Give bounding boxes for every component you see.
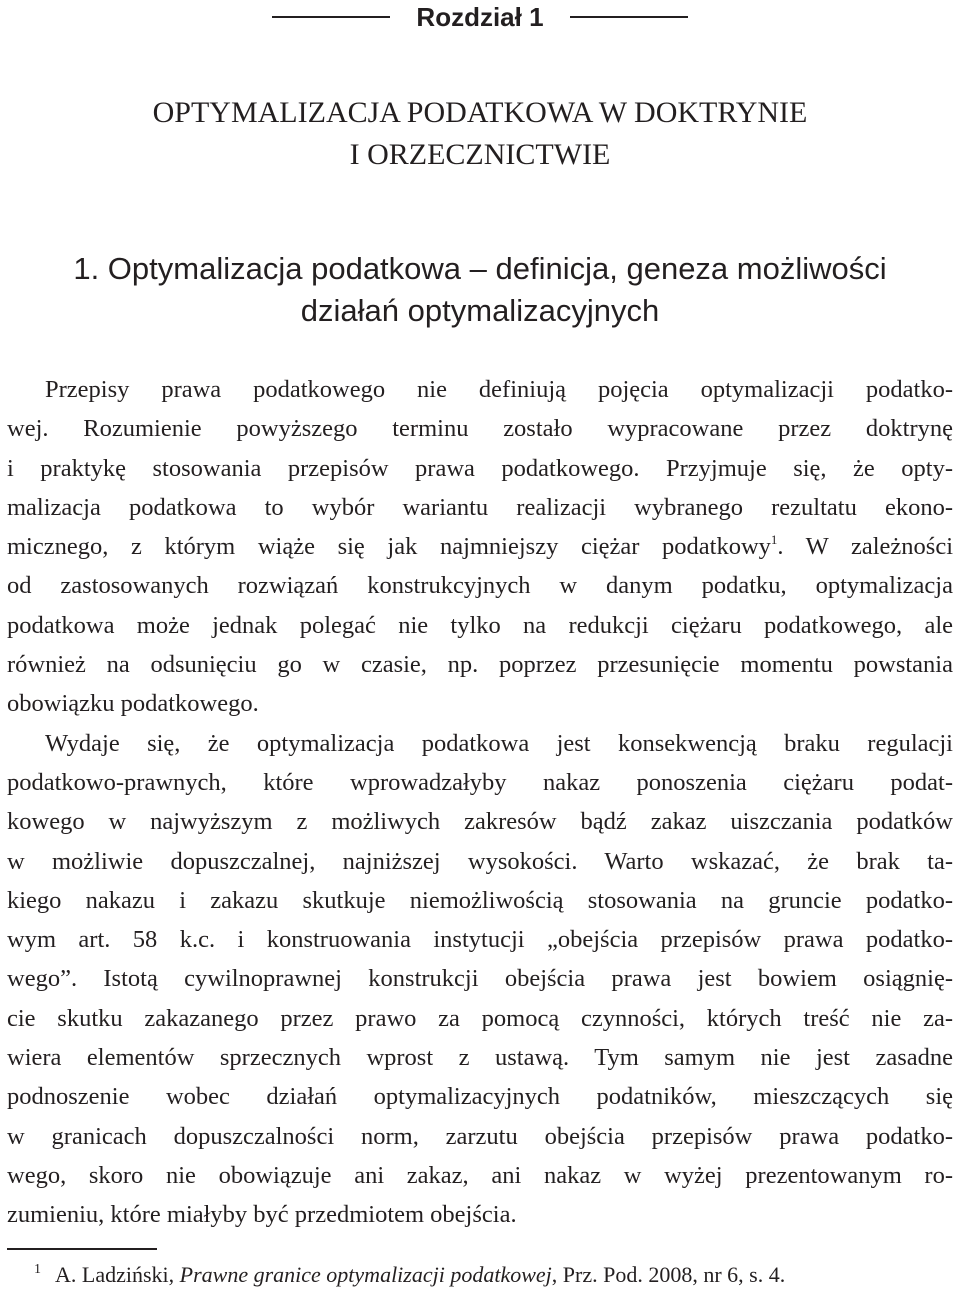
text-line: cie skutku zakazanego przez prawo za pomocą czynności, których treść nie za-	[7, 1004, 953, 1032]
footnote-author: A. Ladziński,	[55, 1262, 180, 1287]
text-line: wym art. 58 k.c. i konstruowania instytucji „obejścia przepisów prawa podatko-	[7, 926, 953, 954]
footnote-source: , Prz. Pod. 2008, nr 6, s. 4.	[551, 1262, 786, 1287]
text-line: kowego w najwyższym z możliwych zakresów bądź zakaz uiszczania podatków	[7, 808, 953, 836]
paragraph-2	[7, 724, 953, 1235]
section-title	[10, 248, 950, 332]
chapter-title-line: I ORZECZNICTWIE	[349, 138, 611, 171]
chapter-rule-left	[272, 16, 390, 18]
chapter-title-line: OPTYMALIZACJA PODATKOWA W DOKTRYNIE	[152, 96, 808, 129]
text-line: wego, skoro nie obowiązuje ani zakaz, ani nakaz w wyżej prezentowanym ro-	[7, 1161, 953, 1189]
text-line: i praktykę stosowania przepisów prawa podatkowego. Przyjmuje się, że opty-	[7, 454, 953, 482]
text-line: malizacja podatkowa to wybór wariantu realizacji wybranego rezultatu ekono-	[7, 493, 953, 521]
chapter-heading	[0, 0, 960, 37]
paragraph-1	[7, 370, 953, 724]
text-line	[7, 527, 953, 566]
chapter-rule-right	[570, 16, 688, 18]
text-line: Przepisy prawa podatkowego nie definiują pojęcia optymalizacji podatko-	[45, 376, 953, 403]
text-line: wego”. Istotą cywilnoprawnej konstrukcji obejścia prawa jest bowiem osiągnię-	[7, 965, 953, 993]
chapter-label: Rozdział 1	[416, 1, 544, 32]
text-line: podatkowa może jednak polegać nie tylko na redukcji ciężaru podatkowego, ale	[7, 611, 953, 639]
footnote-work-title: Prawne granice optymalizacji podatkowej	[179, 1262, 552, 1287]
footnote-number: 1	[34, 1262, 41, 1277]
footnote	[34, 1262, 785, 1288]
text-segment: . W zależności	[777, 533, 953, 561]
text-line: podatkowo-prawnych, które wprowadzałyby nakaz ponoszenia ciężaru podat-	[7, 768, 953, 796]
text-line: od zastosowanych rozwiązań konstrukcyjnych w danym podatku, optymalizacja	[7, 572, 953, 600]
text-line: w granicach dopuszczalności norm, zarzutu obejścia przepisów prawa podatko-	[7, 1122, 953, 1150]
section-title-line: 1. Optymalizacja podatkowa – definicja, geneza możliwości	[73, 251, 887, 286]
text-line: również na odsunięciu go w czasie, np. poprzez przesunięcie momentu powstania	[7, 651, 953, 679]
text-segment: micznego, z którym wiąże się jak najmniejszy ciężar podatkowy	[7, 533, 771, 561]
text-line: zumieniu, które miałyby być przedmiotem obejścia.	[7, 1201, 517, 1229]
text-line: wej. Rozumienie powyższego terminu zostało wypracowane przez doktrynę	[7, 415, 953, 443]
section-title-line: działań optymalizacyjnych	[300, 293, 660, 328]
text-line: podnoszenie wobec działań optymalizacyjnych podatników, mieszczących się	[7, 1083, 953, 1111]
text-line: w możliwie dopuszczalnej, najniższej wysokości. Warto wskazać, że brak ta-	[7, 847, 953, 875]
text-line: Wydaje się, że optymalizacja podatkowa jest konsekwencją braku regulacji	[45, 729, 953, 757]
footnote-reference[interactable]: 1	[770, 532, 778, 548]
body-text	[7, 370, 953, 1235]
text-line: kiego nakazu i zakazu skutkuje niemożliwością stosowania na gruncie podatko-	[7, 886, 953, 914]
text-line: wiera elementów sprzecznych wprost z ustawą. Tym samym nie jest zasadne	[7, 1044, 953, 1072]
footnote-separator	[7, 1248, 157, 1250]
chapter-title	[40, 92, 920, 176]
text-line: obowiązku podatkowego.	[7, 690, 259, 718]
